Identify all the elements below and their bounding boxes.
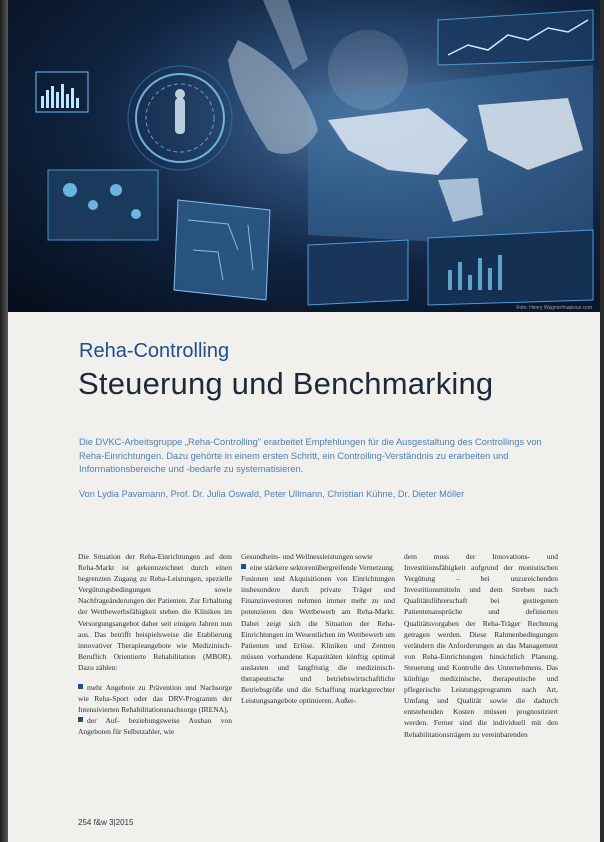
scan-edge xyxy=(600,0,604,842)
binding-shadow xyxy=(0,0,8,842)
text-column-1 xyxy=(78,551,232,738)
photo-credit: Foto: Henry Wagner/mapixus.com xyxy=(516,305,592,311)
digital-dashboard-illustration xyxy=(8,0,600,312)
bullet-text: mehr Angebote zu Prävention und Nachsorge wie Reha-Sport oder das DRV-Programm der Intensivierten Rehabilitationsnachsorge (IRENA), xyxy=(78,683,232,715)
paragraph: Gesundheits- und Wellnessleistungen sowie xyxy=(241,552,373,561)
paragraph: Die Situation der Reha-Einrichtungen auf dem Reha-Markt ist gekennzeichnet durch einen begrenzten Zugang zu Reha-Leistungen, spezielle Vergütungsbedingungen sowie Nachfrageänderungen der Patienten. Zur Erhaltung der Wettbewerbsfähigkeit stehen die Kliniken im Versorgungsangebot daher seit einigen Jahren nun aus. Das betrifft beispielsweise die Etablierung innovativer Therapieangebote wie Medizinisch-Beruflich Orientierte Rehabilitation (MBOR). Dazu zählen: xyxy=(78,552,232,672)
page-footer: 254 f&w 3|2015 xyxy=(78,818,134,827)
article-authors: Von Lydia Pavamann, Prof. Dr. Julia Oswald, Peter Ullmann, Christian Kühne, Dr. Dieter Möller xyxy=(79,489,465,499)
paragraph: dem muss der Innovations- und Investitionsfähigkeit aufgrund der monistischen Vergütung – bei unzureichenden Investitionsmitteln und dem Streben nach Qualitätsführerschaft bei gestiegenen Patientenansprüche und definierten Qualitätsvorgaben der Reha-Träger Rechnung getragen werden. Diese Rahmenbedingungen verändern die Anforderungen an das Management von Reha-Einrichtungen hinsichtlich Planung, Steuerung und Kontrolle des Unternehmens. Das künftige medizinische, therapeutische und pflegerische Leistungsprogramm nach Art, Umfang und Qualität sowie die dadurch entstehenden Kosten müssen prognostiziert werden. Ferner sind die individuell mit den Rehabilitationsträgern zu vereinbarenden xyxy=(404,552,558,739)
text-column-3 xyxy=(404,551,558,749)
bullet-text: eine stärkere sektorenübergreifende Vernetzung. xyxy=(250,563,395,573)
article-intro: Die DVKC-Arbeitsgruppe „Reha-Controlling" erarbeitet Empfehlungen für die Ausgestaltung des Controllings von Reha-Einrichtungen. Dazu gehörte in einem ersten Schritt, ein Controlling-Verständnis zu erarbeiten und Informationsbereiche und -bedarfe zu systematisieren. xyxy=(79,437,542,474)
article-kicker: Reha-Controlling xyxy=(79,340,230,362)
bullet-text: der Auf- beziehungsweise Ausbau von Angeboten für Selbstzahler, wie xyxy=(78,716,232,737)
paragraph: Fusionen und Akquisitionen von Einrichtungen insbesondere durch private Träger und Finanzinvestoren nehmen immer mehr zu und potenzieren den Wettbewerb am Reha-Markt. Dabei zeigt sich die Situation der Reha-Einrichtungen im Wesentlichen im Wettbewerb um Patienten und Erlöse. Kliniken und Zentren müssen vorhandene Kapazitäten künftig optimal auslasten und langfristig die medizinisch-therapeutische und betriebswirtschaftliche Betriebsgröße und die Schaffung marktgerechter Leistungsangebote optimieren. Außer- xyxy=(241,574,395,706)
bullet-square-icon xyxy=(78,684,83,689)
hero-photo xyxy=(8,0,600,312)
article-title: Steuerung und Benchmarking xyxy=(78,366,494,401)
bullet-square-icon xyxy=(78,717,83,722)
bullet-item xyxy=(78,715,232,737)
bullet-square-icon xyxy=(241,564,246,569)
magazine-page xyxy=(8,0,600,842)
text-column-2 xyxy=(241,551,395,715)
bullet-item xyxy=(241,562,395,573)
bullet-item xyxy=(78,682,232,715)
